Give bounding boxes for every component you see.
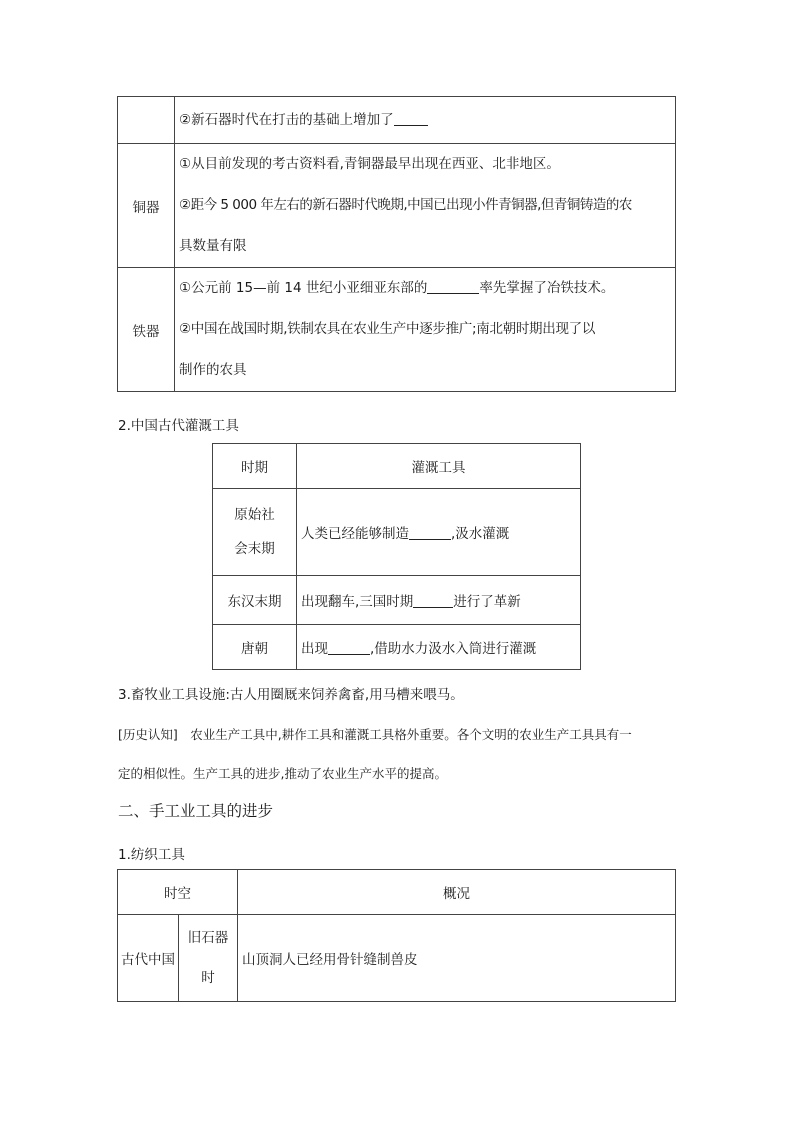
tools-cell [297,625,581,670]
summary-cell: 山顶洞人已经用骨针缝制兽皮 [238,915,676,1002]
table-header-row [118,870,676,915]
text: 旧石器 [187,930,229,946]
header-period: 时期 [213,444,297,489]
table-row [118,144,676,268]
text: 会末期 [234,541,275,557]
table-row [213,625,581,670]
fill-blank [413,594,453,609]
table-row [118,915,676,1002]
era-cell [179,915,238,1002]
text: ,借助水力汲水入筒进行灌溉 [370,641,537,657]
history-note-line-2: 定的相似性。生产工具的进步,推动了农业生产水平的提高。 [118,766,447,781]
text: 原始社 [234,507,275,523]
tools-cell [297,489,581,576]
table-row [213,489,581,576]
text: 人类已经能够制造 [301,526,409,542]
text: 出现翻车,三国时期 [301,594,414,610]
row-head [118,97,175,144]
table-row [118,97,676,144]
table-row [118,268,676,392]
row-content [175,268,676,392]
table-row [213,576,581,625]
row-content [175,97,676,144]
text: ②中国在战国时期,铁制农具在农业生产中逐步推广;南北朝时期出现了以 [179,321,596,337]
region-cell: 古代中国 [118,915,179,1002]
tools-cell [297,576,581,625]
header-tools: 灌溉工具 [297,444,581,489]
history-note-line-1: [历史认知] 农业生产工具中,耕作工具和灌溉工具格外重要。各个文明的农业生产工具具有一 [118,727,632,742]
table-header-row [213,444,581,489]
text: 率先掌握了冶铁技术。 [479,280,615,296]
period-cell: 东汉末期 [213,576,297,625]
fill-blank [328,641,370,656]
fill-blank [409,526,451,541]
text: ①从目前发现的考古资料看,青铜器最早出现在西亚、北非地区。 [179,156,560,172]
row-head-iron: 铁器 [118,268,175,392]
row-content [175,144,676,268]
period-cell [213,489,297,576]
text: 时 [201,970,215,986]
section-title: 二、手工业工具的进步 [118,802,274,820]
text: ②距今 5 000 年左右的新石器时代晚期,中国已出现小件青铜器,但青铜铸造的农 [179,197,632,213]
header-time-space: 时空 [118,870,238,915]
row-head-bronze: 铜器 [118,144,175,268]
text: ,汲水灌溉 [451,526,510,542]
livestock-paragraph: 3.畜牧业工具设施:古人用圈厩来饲养禽畜,用马槽来喂马。 [118,687,464,703]
text: 出现 [301,641,328,657]
fill-blank [427,280,479,295]
text: ②新石器时代在打击的基础上增加了 [179,112,394,128]
textile-tools-table [117,869,676,1002]
fill-blank [394,112,428,127]
farming-tools-table [117,96,676,392]
header-summary: 概况 [238,870,676,915]
section-heading-textile: 1.纺织工具 [118,847,185,863]
irrigation-tools-table [212,443,581,670]
text: 制作的农具 [179,362,247,378]
text: ①公元前 15—前 14 世纪小亚细亚东部的 [179,280,428,296]
section-heading-irrigation: 2.中国古代灌溉工具 [118,418,239,434]
text: 具数量有限 [179,238,247,254]
period-cell: 唐朝 [213,625,297,670]
text: 进行了革新 [453,594,521,610]
